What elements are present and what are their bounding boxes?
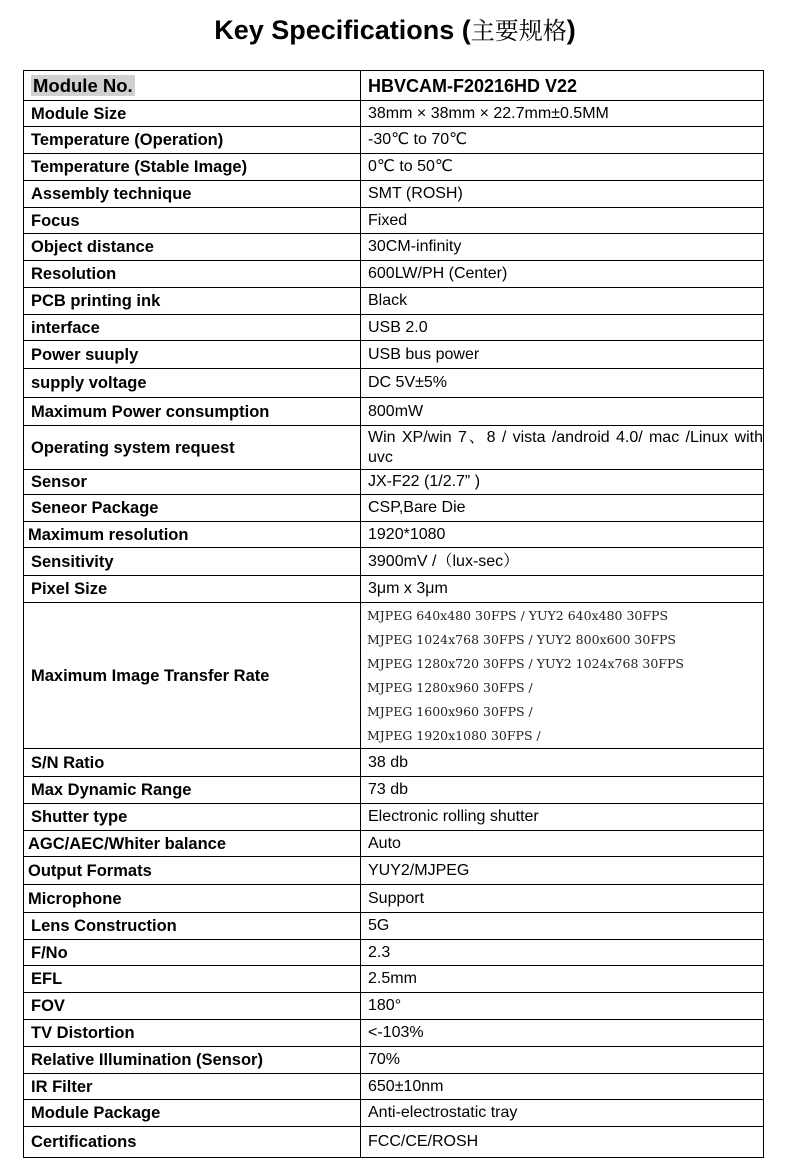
spec-label: Certifications	[24, 1127, 361, 1158]
spec-label: Output Formats	[24, 857, 361, 885]
spec-value: YUY2/MJPEG	[361, 857, 764, 885]
specifications-table	[23, 70, 764, 1158]
spec-value: 70%	[361, 1047, 764, 1074]
spec-value: USB 2.0	[361, 315, 764, 341]
table-row	[24, 885, 764, 913]
table-row	[24, 234, 764, 261]
table-row	[24, 1127, 764, 1158]
page-title-main: Key Specifications (	[214, 15, 471, 45]
table-row	[24, 576, 764, 603]
table-row	[24, 522, 764, 548]
spec-label: Seneor Package	[24, 495, 361, 522]
table-row	[24, 1047, 764, 1074]
spec-value: 180°	[361, 993, 764, 1020]
spec-value: Auto	[361, 831, 764, 857]
transfer-rate-line: MJPEG 1280x720 30FPS / YUY2 1024x768 30FPS	[367, 655, 684, 671]
spec-label: Temperature (Stable Image)	[24, 154, 361, 181]
transfer-rate-line: MJPEG 1600x960 30FPS /	[367, 703, 533, 719]
table-row	[24, 315, 764, 341]
spec-value: 800mW	[361, 398, 764, 426]
table-row	[24, 154, 764, 181]
module-no-value: HBVCAM-F20216HD V22	[361, 71, 764, 101]
spec-value: USB bus power	[361, 341, 764, 369]
table-row	[24, 831, 764, 857]
table-row	[24, 857, 764, 885]
spec-value: Support	[361, 885, 764, 913]
table-row	[24, 426, 764, 470]
table-row-module-no	[24, 71, 764, 101]
spec-label: AGC/AEC/Whiter balance	[24, 831, 361, 857]
spec-value: 2.3	[361, 940, 764, 966]
table-row	[24, 470, 764, 495]
spec-label: Maximum Power consumption	[24, 398, 361, 426]
table-row	[24, 1020, 764, 1047]
table-row	[24, 940, 764, 966]
spec-value: Win XP/win 7、8 / vista /android 4.0/ mac /Linux with uvc	[361, 426, 764, 470]
transfer-rate-line: MJPEG 1024x768 30FPS / YUY2 800x600 30FPS	[367, 631, 676, 647]
spec-label: S/N Ratio	[24, 749, 361, 777]
spec-label: Max Dynamic Range	[24, 777, 361, 804]
spec-value: SMT (ROSH)	[361, 181, 764, 208]
table-row	[24, 127, 764, 154]
spec-label: Focus	[24, 208, 361, 234]
transfer-rate-line: MJPEG 1920x1080 30FPS /	[367, 727, 541, 743]
spec-value: 2.5mm	[361, 966, 764, 993]
page-title-chinese: 主要规格	[470, 17, 567, 45]
spec-label: FOV	[24, 993, 361, 1020]
table-row	[24, 993, 764, 1020]
spec-label: Object distance	[24, 234, 361, 261]
spec-label: Assembly technique	[24, 181, 361, 208]
module-no-label: Module No.	[33, 74, 133, 96]
spec-label: Sensor	[24, 470, 361, 495]
spec-value: <-103%	[361, 1020, 764, 1047]
spec-value: JX-F22 (1/2.7” )	[361, 470, 764, 495]
table-row	[24, 398, 764, 426]
table-row	[24, 966, 764, 993]
spec-value: DC 5V±5%	[361, 369, 764, 398]
spec-value: 650±10nm	[361, 1074, 764, 1100]
spec-label: Module Size	[24, 101, 361, 127]
spec-value: -30℃ to 70℃	[361, 127, 764, 154]
spec-value: 73 db	[361, 777, 764, 804]
spec-label: F/No	[24, 940, 361, 966]
spec-value: Fixed	[361, 208, 764, 234]
spec-label: Power suuply	[24, 341, 361, 369]
table-row	[24, 548, 764, 576]
table-row	[24, 208, 764, 234]
module-no-label-cell	[24, 71, 361, 101]
table-row	[24, 1100, 764, 1127]
table-row	[24, 341, 764, 369]
spec-value: 1920*1080	[361, 522, 764, 548]
spec-label: supply voltage	[24, 369, 361, 398]
spec-value: 5G	[361, 913, 764, 940]
spec-label: Pixel Size	[24, 576, 361, 603]
transfer-rate-line: MJPEG 640x480 30FPS / YUY2 640x480 30FPS	[367, 607, 669, 623]
spec-label: Maximum Image Transfer Rate	[24, 603, 361, 749]
spec-label: Lens Construction	[24, 913, 361, 940]
spec-label: Microphone	[24, 885, 361, 913]
spec-label: Relative Illumination (Sensor)	[24, 1047, 361, 1074]
table-row	[24, 495, 764, 522]
table-row	[24, 777, 764, 804]
spec-label: PCB printing ink	[24, 288, 361, 315]
table-row	[24, 101, 764, 127]
table-row	[24, 369, 764, 398]
table-row	[24, 261, 764, 288]
spec-label: Temperature (Operation)	[24, 127, 361, 154]
spec-value: CSP,Bare Die	[361, 495, 764, 522]
spec-label: EFL	[24, 966, 361, 993]
table-row	[24, 749, 764, 777]
spec-label: interface	[24, 315, 361, 341]
spec-value: 0℃ to 50℃	[361, 154, 764, 181]
spec-label: TV Distortion	[24, 1020, 361, 1047]
table-row	[24, 1074, 764, 1100]
spec-value: 600LW/PH (Center)	[361, 261, 764, 288]
spec-label: Maximum resolution	[24, 522, 361, 548]
table-row	[24, 288, 764, 315]
spec-value: Anti-electrostatic tray	[361, 1100, 764, 1127]
page-title	[0, 10, 790, 51]
page-title-end: )	[566, 15, 576, 45]
spec-value: Electronic rolling shutter	[361, 804, 764, 831]
transfer-rate-line: MJPEG 1280x960 30FPS /	[367, 679, 533, 695]
table-row-transfer-rate	[24, 603, 764, 749]
spec-label: Resolution	[24, 261, 361, 288]
spec-value: Black	[361, 288, 764, 315]
spec-label: Module Package	[24, 1100, 361, 1127]
spec-value: FCC/CE/ROSH	[361, 1127, 764, 1158]
spec-label: IR Filter	[24, 1074, 361, 1100]
spec-value: 38mm × 38mm × 22.7mm±0.5MM	[361, 101, 764, 127]
spec-label: Shutter type	[24, 804, 361, 831]
spec-value: 3900mV /（lux-sec）	[361, 548, 764, 576]
spec-label: Sensitivity	[24, 548, 361, 576]
spec-value: 3μm x 3μm	[361, 576, 764, 603]
transfer-rate-list	[361, 603, 764, 749]
spec-value: 38 db	[361, 749, 764, 777]
spec-label: Operating system request	[24, 426, 361, 470]
table-row	[24, 913, 764, 940]
table-row	[24, 804, 764, 831]
spec-value: 30CM-infinity	[361, 234, 764, 261]
table-row	[24, 181, 764, 208]
